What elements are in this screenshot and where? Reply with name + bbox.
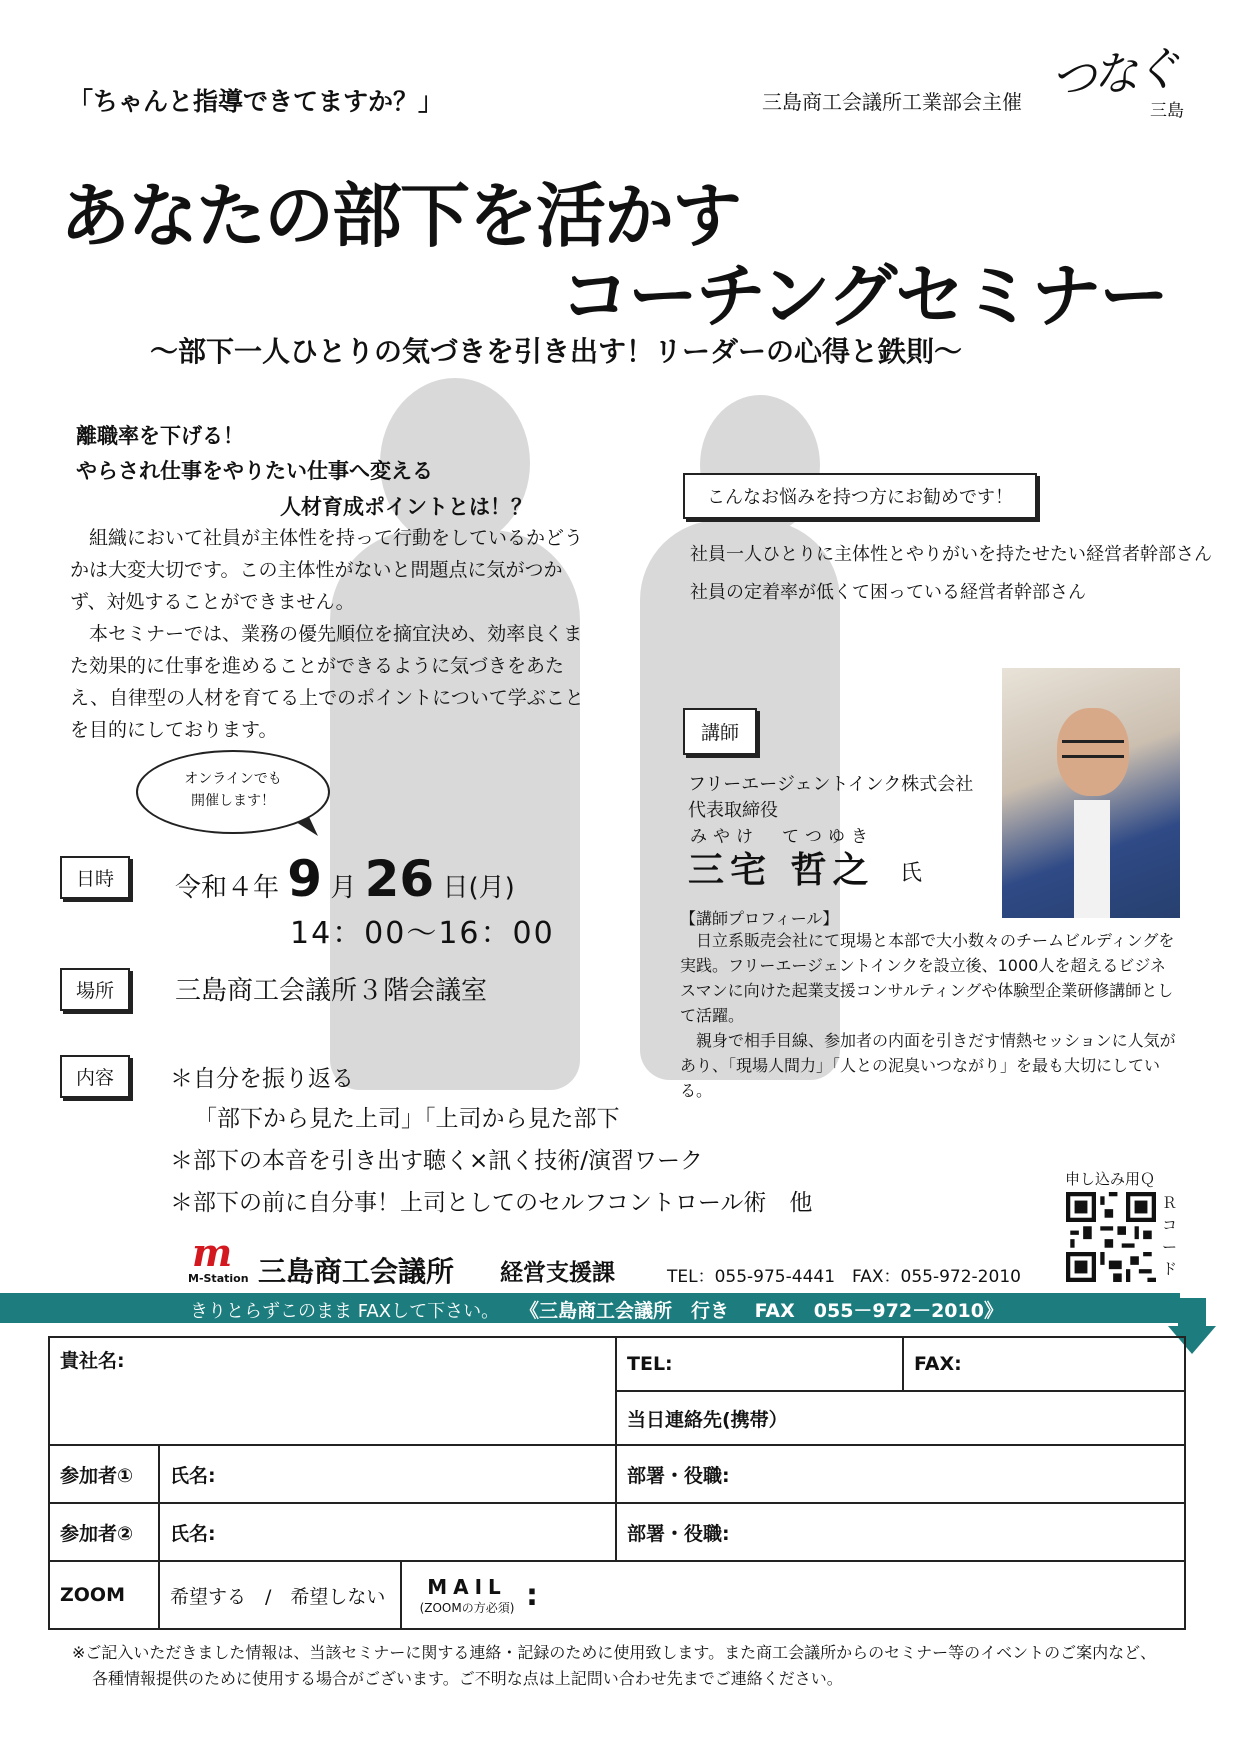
participant1-dept-field[interactable]: [616, 1445, 1185, 1503]
lecturer-position: 代表取締役: [688, 800, 778, 821]
profile-title: 【講師プロフィール】: [680, 909, 839, 928]
date-month-unit: 月: [330, 873, 357, 903]
date-text: [175, 850, 515, 908]
company-field[interactable]: [49, 1337, 616, 1445]
mail-field[interactable]: [401, 1561, 1185, 1629]
lecturer-company: フリーエージェントインク株式会社: [688, 774, 974, 795]
participant1-label: 参加者①: [49, 1445, 159, 1503]
org-name: 三島商工会議所: [258, 1255, 455, 1288]
mail-colon: :: [526, 1577, 538, 1613]
org-tel: TEL：055-975-4441 FAX：055-972-2010: [667, 1267, 1021, 1287]
mail-label: MAIL: [427, 1574, 507, 1599]
main-title-line1: あなたの部下を活かす: [60, 175, 740, 257]
m-station-logo: [188, 1232, 258, 1290]
tel-field[interactable]: [616, 1337, 903, 1391]
application-form: [48, 1336, 1186, 1630]
qr-code-icon[interactable]: [1066, 1192, 1156, 1282]
tsunagu-logo-sub: 三島: [1150, 101, 1184, 121]
content-item: ＊部下の本音を引き出す聴く×訊く技術/演習ワーク: [170, 1148, 704, 1174]
lead-line2: やらされ仕事をやりたい仕事へ変える: [76, 459, 433, 483]
participant1-name-field[interactable]: [159, 1445, 616, 1503]
qr-label-side: Ｒコード: [1162, 1194, 1178, 1278]
catch-phrase: 「ちゃんと指導できてますか？」: [68, 87, 444, 116]
content-label: 内容: [60, 1055, 130, 1098]
lecturer-honorific: 氏: [900, 861, 923, 886]
host-text: 三島商工会議所工業部会主催: [762, 90, 1022, 114]
speech-bubble: [136, 750, 330, 834]
name-label: 氏名:: [170, 1522, 216, 1545]
date-month: 9: [287, 850, 323, 908]
place-label: 場所: [60, 968, 130, 1011]
company-label: 貴社名:: [60, 1350, 125, 1372]
place-text: 三島商工会議所３階会議室: [175, 976, 488, 1006]
arrow-down-icon-stem: [1178, 1298, 1206, 1328]
footer-note-line1: ※ご記入いただきました情報は、当該セミナーに関する連絡・記録のために使用致します。また商工会議所からのセミナー等のイベントのご案内など、: [72, 1643, 1157, 1662]
lead-line3: 人材育成ポイントとは！？: [280, 495, 532, 519]
participant2-dept-field[interactable]: [616, 1503, 1185, 1561]
participant2-label: 参加者②: [49, 1503, 159, 1561]
fax-note: きりとらずこのまま FAXして下さい。: [190, 1301, 500, 1322]
fax-label: FAX:: [914, 1353, 962, 1375]
target-label: こんなお悩みを持つ方にお勧めです！: [683, 473, 1037, 519]
lecturer-name: 三宅 哲之: [688, 850, 875, 891]
qr-label: 申し込み用Ｑ: [1065, 1170, 1156, 1188]
date-day-unit: 日(月): [442, 873, 515, 903]
date-label: 日時: [60, 856, 130, 899]
profile-text2: 親身で相手目線、参加者の内面を引きだす情熱セッションに人気があり、「現場人間力」「人との泥臭いつながり」を最も大切にしている。: [680, 1031, 1176, 1100]
target-item: 社員一人ひとりに主体性とやりがいを持たせたい経営者幹部さん: [690, 544, 1212, 565]
mail-note: (ZOOMの方必須): [419, 1600, 515, 1615]
org-dept: 経営支援課: [500, 1260, 615, 1286]
subtitle: ～部下一人ひとりの気づきを引き出す！リーダーの心得と鉄則～: [150, 335, 963, 368]
lecturer-photo: [1002, 668, 1180, 918]
content-item: ＊部下の前に自分事！上司としてのセルフコントロール術 他: [170, 1190, 813, 1216]
fax-bar: [0, 1293, 1180, 1323]
content-item: 「部下から見た上司」「上司から見た部下: [194, 1106, 620, 1132]
fax-field[interactable]: [903, 1337, 1185, 1391]
content-item: ＊自分を振り返る: [170, 1066, 354, 1092]
fax-destination: 《三島商工会議所 行き FAX 055－972－2010》: [520, 1300, 1003, 1322]
main-title-line2: コーチングセミナー: [560, 255, 1168, 337]
footer-note-line2: 各種情報提供のために使用する場合がございます。ご不明な点は上記問い合わせ先までご連絡ください。: [92, 1669, 843, 1688]
date-day: 26: [364, 850, 435, 908]
profile-text1: 日立系販売会社にて現場と本部で大小数々のチームビルディングを実践。フリーエージェントインクを設立後、1000人を超えるビジネスマンに向けた起業支援コンサルティングや体験型企業研修講師として活躍。: [680, 931, 1175, 1025]
date-era: 令和４年: [175, 873, 280, 903]
bubble-line1: オンラインでも: [184, 771, 282, 787]
time-text: 14：00～16：00: [290, 916, 555, 951]
contact-label: 当日連絡先(携帯）: [627, 1408, 788, 1431]
tsunagu-logo: つなぐ: [1047, 40, 1179, 108]
tel-label: TEL:: [627, 1353, 673, 1375]
bubble-line2: 開催します！: [191, 793, 275, 809]
lead-line1: 離職率を下げる！: [76, 424, 244, 448]
zoom-choice[interactable]: 希望する / 希望しない: [159, 1561, 401, 1629]
name-label: 氏名:: [170, 1464, 216, 1487]
target-item: 社員の定着率が低くて困っている経営者幹部さん: [690, 582, 1086, 603]
dept-label: 部署・役職:: [627, 1464, 730, 1487]
m-station-logo-text: M-Station: [188, 1272, 249, 1285]
lecturer-label: 講師: [683, 708, 757, 755]
svg-text:m: m: [192, 1232, 233, 1275]
participant2-name-field[interactable]: [159, 1503, 616, 1561]
lead-body2: 本セミナーでは、業務の優先順位を摘宜決め、効率良くまた効果的に仕事を進めることができるように気づきをあたえ、自律型の人材を育てる上でのポイントについて学ぶことを目的にしております。: [70, 623, 584, 741]
lead-body1: 組織において社員が主体性を持って行動をしているかどうかは大変大切です。この主体性がないと問題点に気がつかず、対処することができません。: [70, 527, 584, 613]
zoom-label: ZOOM: [49, 1561, 159, 1629]
contact-field[interactable]: [616, 1391, 1185, 1445]
lecturer-name-ruby: みやけ てつゆき: [690, 827, 874, 847]
dept-label: 部署・役職:: [627, 1522, 730, 1545]
